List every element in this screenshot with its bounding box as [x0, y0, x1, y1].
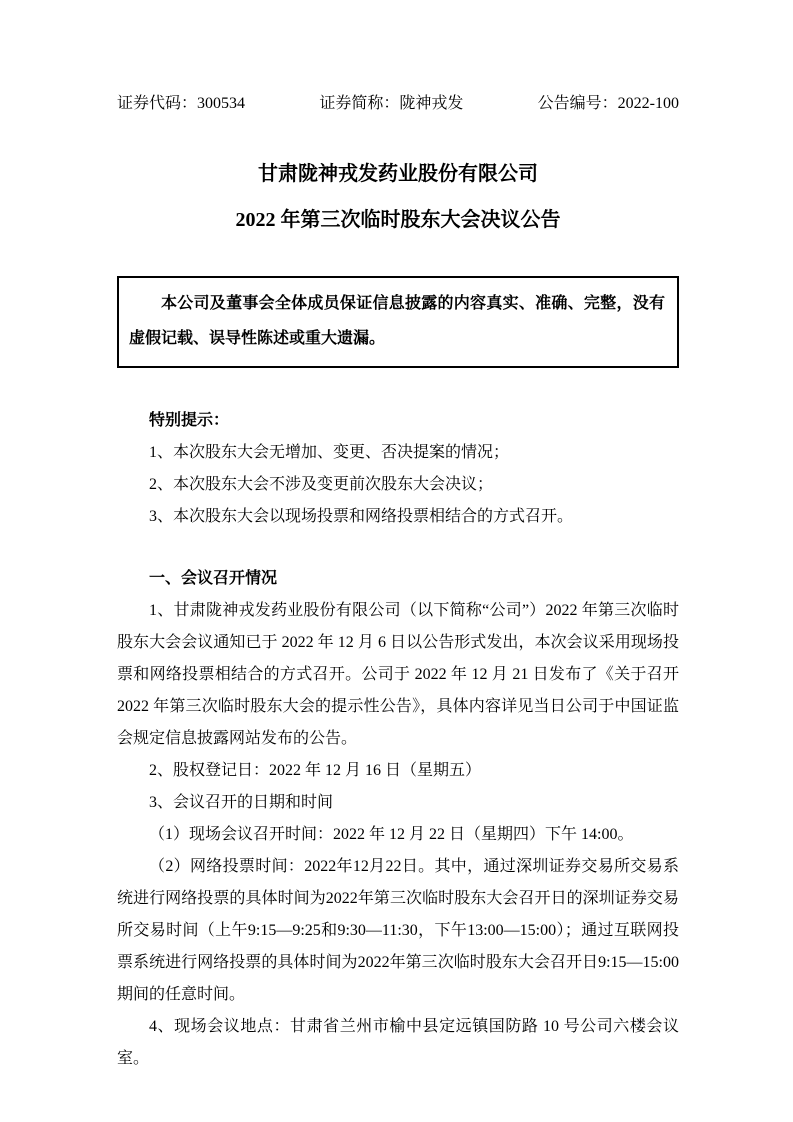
special-notice-item: 2、本次股东大会不涉及变更前次股东大会决议； — [149, 476, 494, 493]
special-notice-item: 1、本次股东大会无增加、变更、否决提案的情况； — [149, 444, 510, 461]
doc-title — [117, 161, 679, 233]
paragraph: 3、会议召开的日期和时间 — [149, 794, 334, 811]
doc-title-line2: 2022 年第三次临时股东大会决议公告 — [235, 209, 561, 231]
paragraph: 4、现场会议地点：甘肃省兰州市榆中县定远镇国防路 10 号公司六楼会议室。 — [117, 1018, 679, 1067]
doc-header — [117, 93, 679, 115]
disclaimer-box — [117, 276, 679, 368]
announcement-number: 公告编号：2022-100 — [537, 95, 679, 112]
special-notice-heading: 特别提示： — [149, 412, 230, 429]
doc-title-line1: 甘肃陇神戎发药业股份有限公司 — [258, 163, 538, 185]
special-notice-item: 3、本次股东大会以现场投票和网络投票相结合的方式召开。 — [149, 508, 574, 525]
special-notice — [117, 405, 679, 533]
paragraph: （2）网络投票时间：2022年12月22日。其中，通过深圳证券交易所交易系统进行网络投票的具体时间为2022年第三次临时股东大会召开日的深圳证券交易所交易时间（上午9:15—9:25和9:30—11:30，下午13:00—15:00）；通过互联网投票系统进行网络投票的具体时间为2022年第三次临时股东大会召开日9:15—15:00期间的任意时间。 — [117, 858, 679, 1003]
paragraph: 1、甘肃陇神戎发药业股份有限公司（以下简称“公司”）2022 年第三次临时股东大会会议通知已于 2022 年 12 月 6 日以公告形式发出，本次会议采用现场投票和网络投票相结合的方式召开。公司于 2022 年 12 月 21 日发布了《关于召开 2022 年第三次临时股东大会的提示性公告》，具体内容详见当日公司于中国证监会规定信息披露网站发布的公告。 — [117, 602, 679, 747]
paragraph: 2、股权登记日：2022 年 12 月 16 日（星期五） — [149, 762, 482, 779]
stock-name: 证券简称：陇神戎发 — [319, 95, 464, 112]
stock-code: 证券代码：300534 — [117, 95, 246, 112]
disclaimer-text: 本公司及董事会全体成员保证信息披露的内容真实、准确、完整，没有虚假记载、误导性陈述或重大遗漏。 — [129, 295, 665, 347]
section1-heading: 一、会议召开情况 — [149, 570, 278, 587]
paragraph: （1）现场会议召开时间：2022 年 12 月 22 日（星期四）下午 14:00。 — [149, 826, 634, 843]
section1-body — [117, 595, 679, 1075]
